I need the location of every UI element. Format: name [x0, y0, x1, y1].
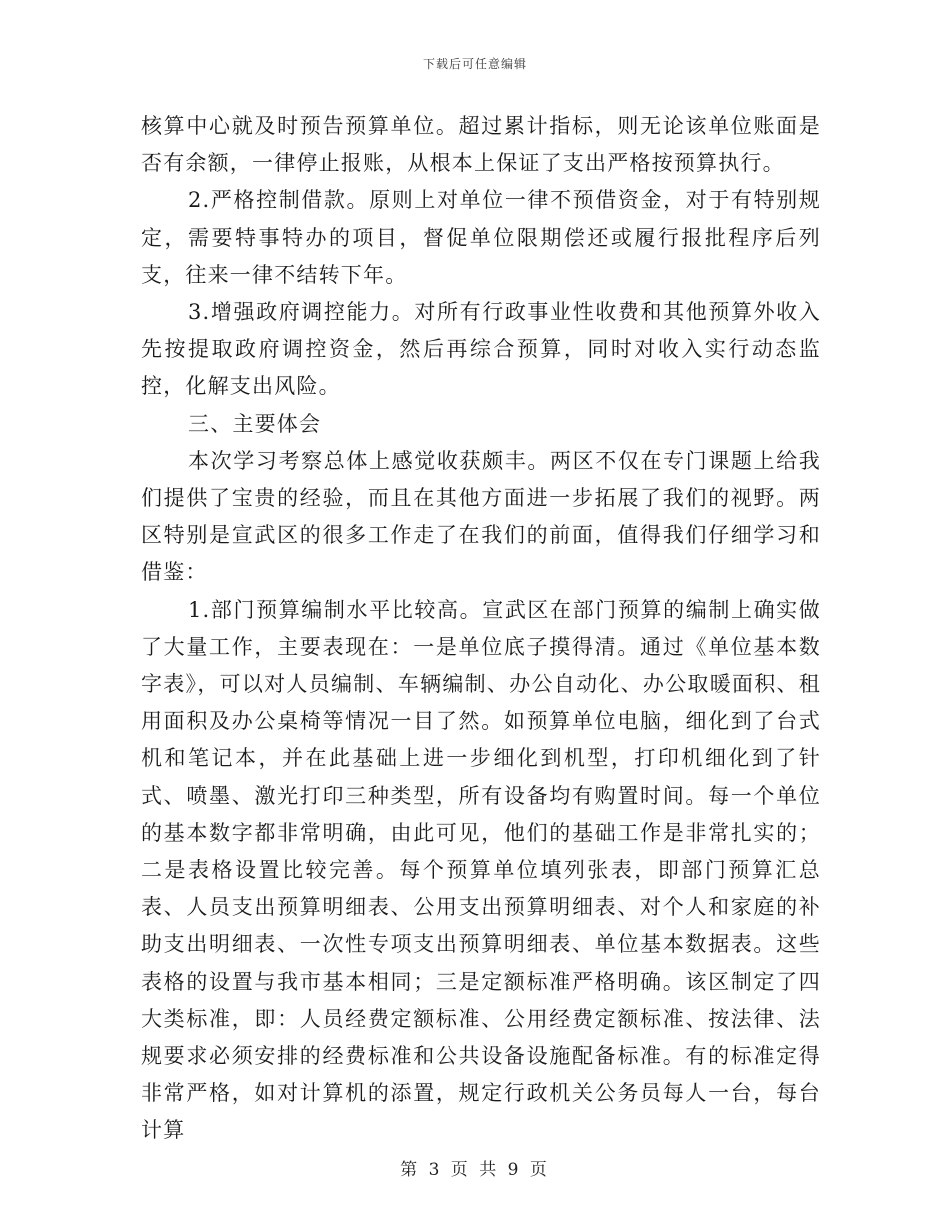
page-header: 下载后可任意编辑 — [422, 57, 527, 71]
paragraph-4: 本次学习考察总体上感觉收获颇丰。两区不仅在专门课题上给我们提供了宝贵的经验，而且在其他方面进一步拓展了我们的视野。两区特别是宣武区的很多工作走了在我们的前面，值得我们仔细学习和借鉴： — [141, 448, 821, 585]
section-heading: 三、主要体会 — [188, 411, 322, 436]
paragraph-3: 3.增强政府调控能力。对所有行政事业性收费和其他预算外收入先按提取政府调控资金，然后再综合预算，同时对收入实行动态监控，化解支出风险。 — [141, 300, 821, 399]
page-footer: 第 3 页 共 9 页 — [400, 1160, 550, 1180]
paragraph-5: 1.部门预算编制水平比较高。宣武区在部门预算的编制上确实做了大量工作，主要表现在：一是单位底子摸得清。通过《单位基本数字表》，可以对人员编制、车辆编制、办公自动化、办公取暖面积、租用面积及办公桌椅等情况一目了然。如预算单位电脑，细化到了台式机和笔记本，并在此基础上进一步细化到机型，打印机细化到了针式、喷墨、激光打印三种类型，所有设备均有购置时间。每一个单位的基本数字都非常明确，由此可见，他们的基础工作是非常扎实的；二是表格设置比较完善。每个预算单位填列张表，即部门预算汇总表、人员支出预算明细表、公用支出预算明细表、对个人和家庭的补助支出明细表、一次性专项支出预算明细表、单位基本数据表。这些表格的设置与我市基本相同；三是定额标准严格明确。该区制定了四大类标准，即：人员经费定额标准、公用经费定额标准、按法律、法规要求必须安排的经费标准和公共设备设施配备标准。有的标准定得非常严格，如对计算机的添置，规定行政机关公务员每人一台，每台计算 — [141, 597, 821, 1143]
paragraph-1: 核算中心就及时预告预算单位。超过累计指标，则无论该单位账面是否有余额，一律停止报账，从根本上保证了支出严格按预算执行。 — [141, 114, 821, 176]
document-body — [141, 108, 821, 1150]
paragraph-2: 2.严格控制借款。原则上对单位一律不预借资金，对于有特别规定，需要特事特办的项目，督促单位限期偿还或履行报批程序后列支，往来一律不结转下年。 — [141, 188, 821, 287]
